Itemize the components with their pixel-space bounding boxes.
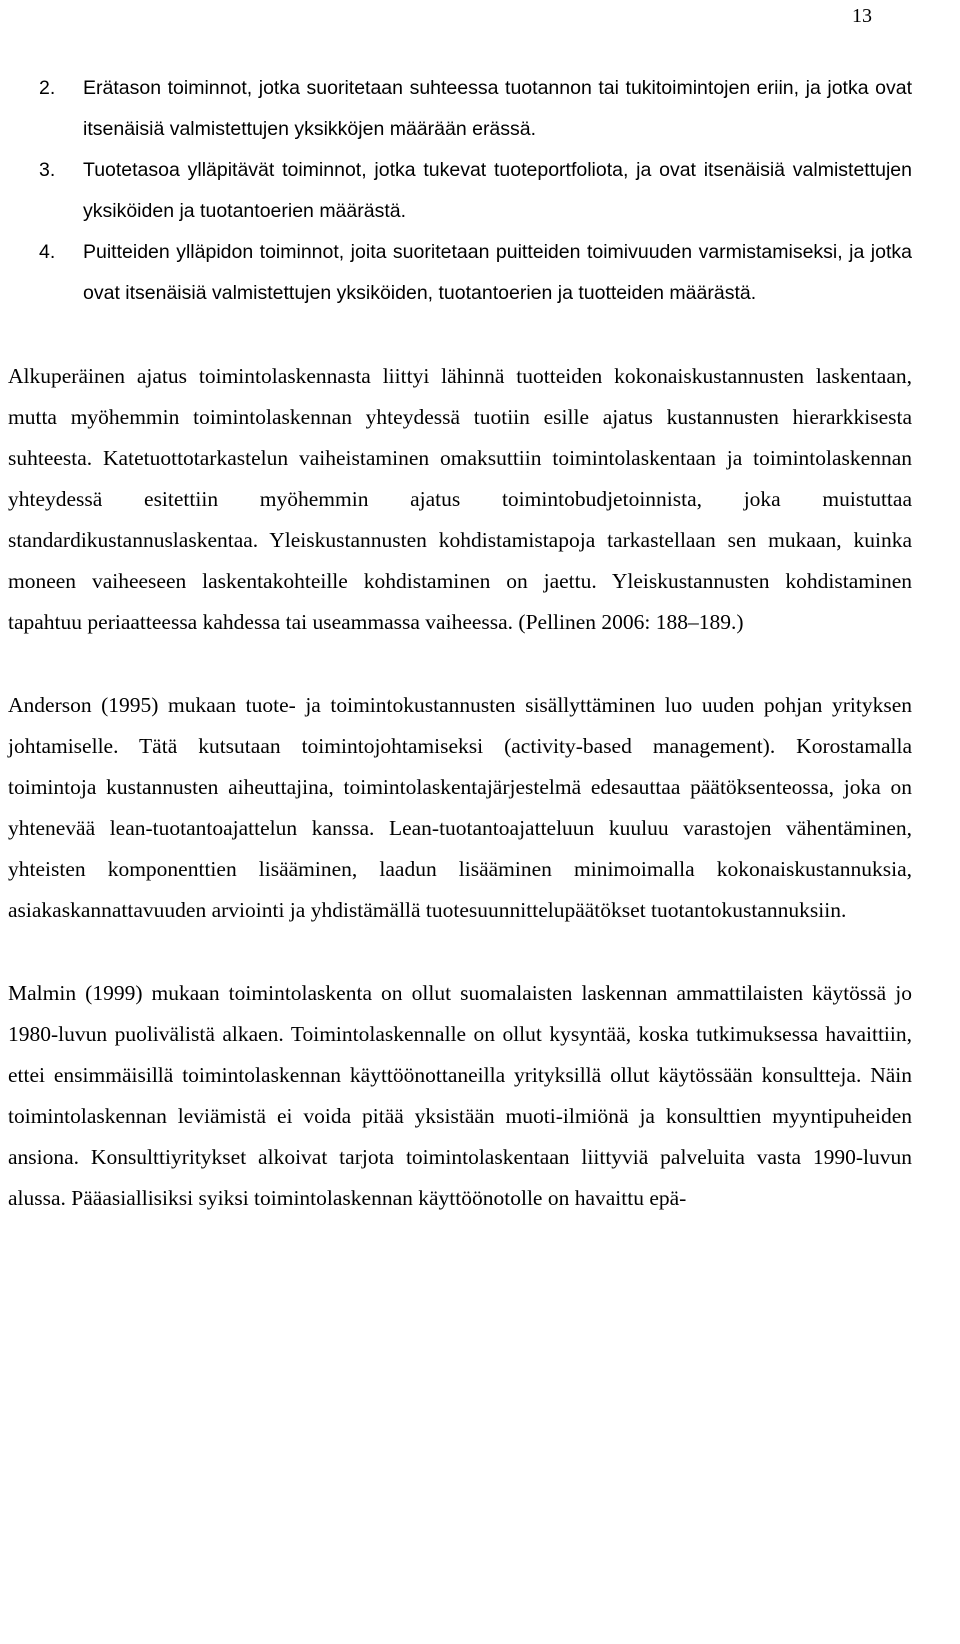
list-item: [8, 232, 912, 314]
list-item-text: Tuotetasoa ylläpitävät toiminnot, jotka tukevat tuoteportfoliota, ja ovat itsenäisiä valmistettujen yksiköiden ja tuotantoerien määrästä.: [83, 159, 912, 222]
list-item-number: 4.: [39, 241, 56, 263]
page-number: 13: [852, 5, 872, 27]
paragraph-activity-costing-origin: Alkuperäinen ajatus toimintolaskennasta liittyi lähinnä tuotteiden kokonaiskustannusten laskentaan, mutta myöhemmin toimintolaskennan yhteydessä tuotiin esille ajatus kustannusten hierarkkisesta suhteesta. Katetuottotarkastelun vaiheistaminen omaksuttiin toimintolaskentaan ja toimintolaskennan yhteydessä esitettiin myöhemmin ajatus toimintobudjetoinnista, joka muistuttaa standardikustannuslaskentaa. Yleiskustannusten kohdistamistapoja tarkastellaan sen mukaan, kuinka moneen vaiheeseen laskentakohteille kohdistaminen on jaettu. Yleiskustannusten kohdistaminen tapahtuu periaatteessa kahdessa tai useammassa vaiheessa. (Pellinen 2006: 188–189.): [8, 364, 912, 634]
paragraph-anderson: Anderson (1995) mukaan tuote- ja toimintokustannusten sisällyttäminen luo uuden pohjan yrityksen johtamiselle. Tätä kutsutaan toimintojohtamiseksi (activity-based management). Korostamalla toimintoja kustannusten aiheuttajina, toimintolaskentajärjestelmä edesauttaa päätöksenteossa, joka on yhtenevää lean-tuotantoajattelun kanssa. Lean-tuotantoajatteluun kuuluu varastojen vähentäminen, yhteisten komponenttien lisääminen, laadun lisääminen minimoimalla kokonaiskustannuksia, asiakaskannattavuuden arviointi ja yhdistämällä tuotesuunnittelupäätökset tuotantokustannuksiin.: [8, 693, 912, 922]
list-item-number: 2.: [39, 77, 56, 99]
list-item-text: Puitteiden ylläpidon toiminnot, joita suoritetaan puitteiden toimivuuden varmistamiseksi, ja jotka ovat itsenäisiä valmistettujen yksiköiden, tuotantoerien ja tuotteiden määrästä.: [83, 241, 912, 304]
list-item: [8, 150, 912, 232]
paragraph-malmi: Malmin (1999) mukaan toimintolaskenta on ollut suomalaisten laskennan ammattilaisten käytössä jo 1980-luvun puolivälistä alkaen. Toimintolaskennalle on ollut kysyntää, koska tutkimuksessa havaittiin, ettei ensimmäisillä toimintolaskennan käyttöönottaneilla yrityksillä ollut käytössään konsultteja. Näin toimintolaskennan leviämistä ei voida pitää yksistään muoti-ilmiönä ja konsulttien myyntipuheiden ansiona. Konsulttiyritykset alkoivat tarjota toimintolaskentaan liittyviä palveluita vasta 1990-luvun alussa. Pääasiallisiksi syiksi toimintolaskennan käyttöönotolle on havaittu epä-: [8, 981, 912, 1210]
list-item-text: Erätason toiminnot, jotka suoritetaan suhteessa tuotannon tai tukitoimintojen eriin, ja jotka ovat itsenäisiä valmistettujen yksikköjen määrään erässä.: [83, 77, 912, 140]
document-body: [8, 68, 912, 1219]
activity-level-list: [8, 68, 912, 314]
list-item: [8, 68, 912, 150]
list-item-number: 3.: [39, 159, 56, 181]
